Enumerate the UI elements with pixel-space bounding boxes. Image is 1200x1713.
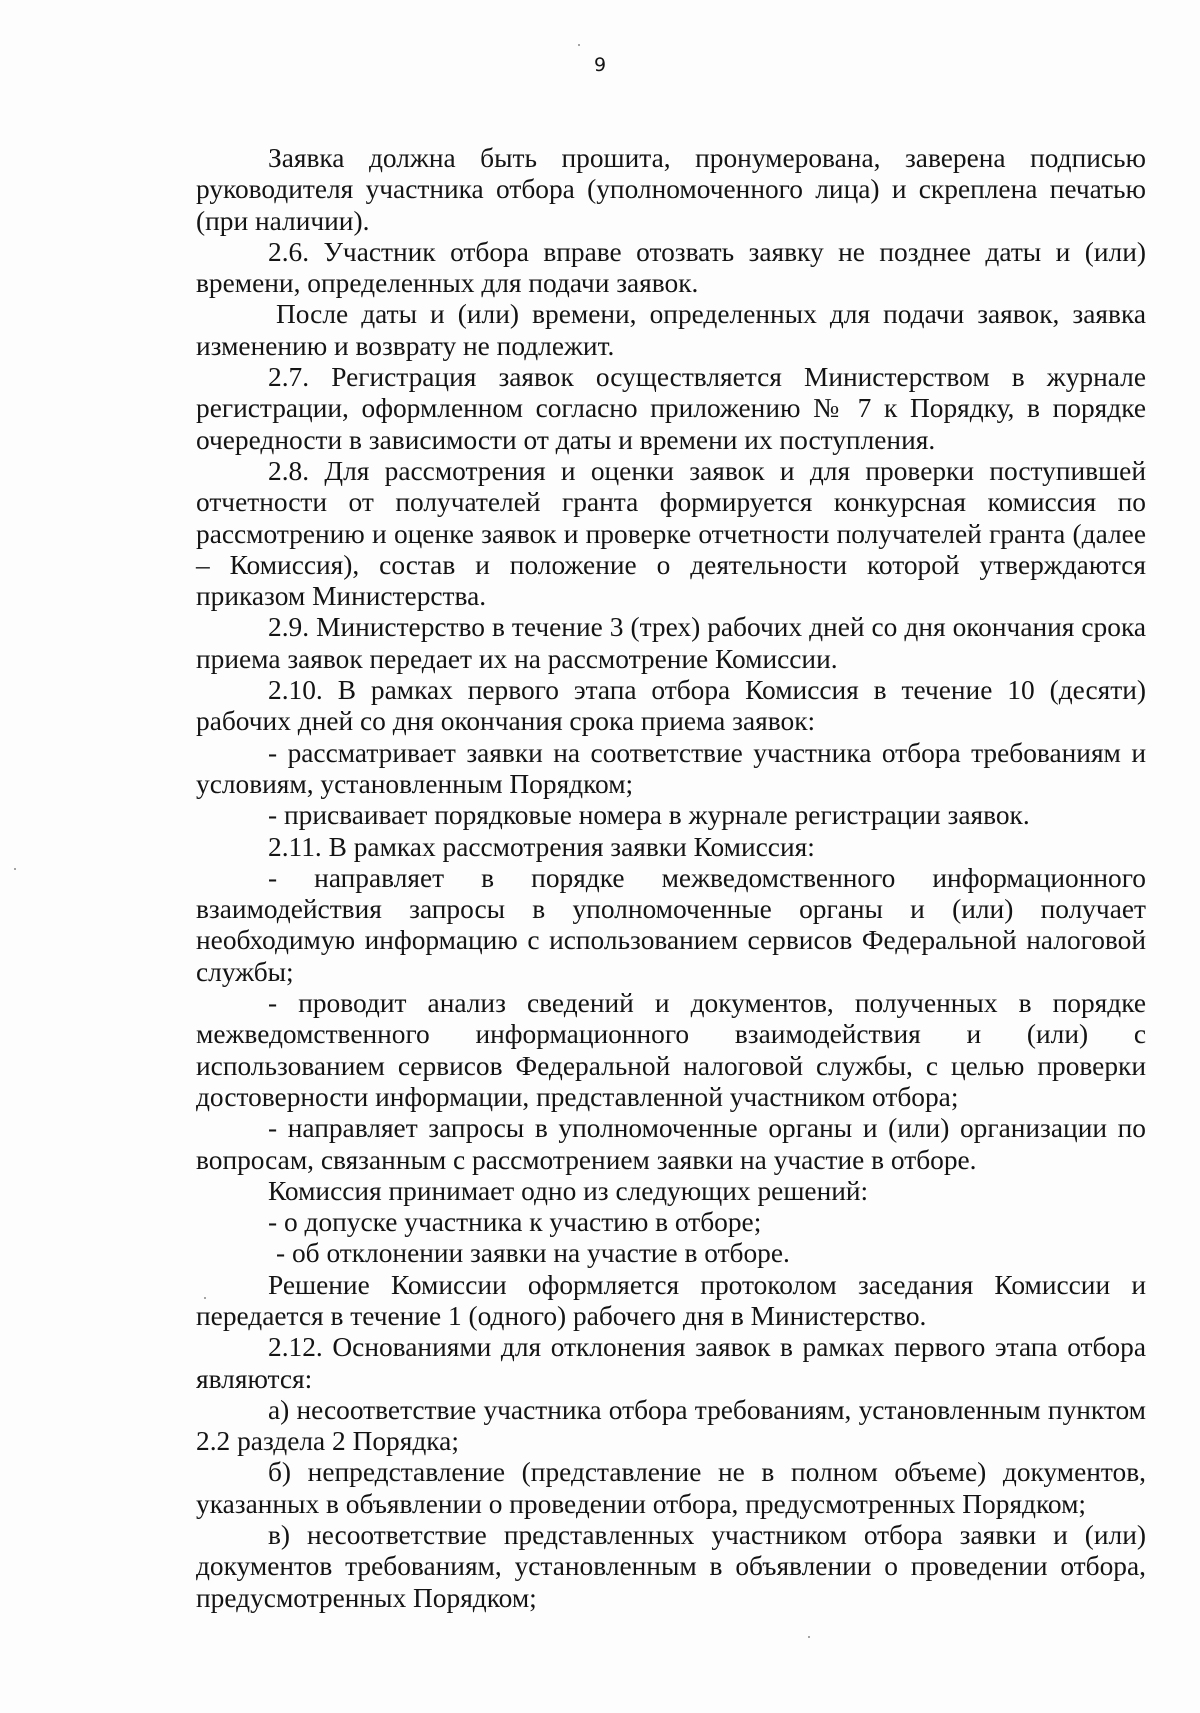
list-item-a: а) несоответствие участника отбора требованиям, установленным пунктом 2.2 раздела 2 Порядка; xyxy=(196,1394,1146,1457)
paragraph-2-6: 2.6. Участник отбора вправе отозвать заявку не позднее даты и (или) времени, определенных для подачи заявок. xyxy=(196,236,1146,299)
document-body xyxy=(196,143,1146,1614)
paragraph-2-12: 2.12. Основаниями для отклонения заявок в рамках первого этапа отбора являются: xyxy=(196,1332,1146,1394)
list-item-admission: - о допуске участника к участию в отборе; xyxy=(268,1207,762,1238)
paragraph-decision-protocol: Решение Комиссии оформляется протоколом заседания Комиссии и передается в течение 1 (одного) рабочего дня в Министерство. xyxy=(196,1269,1146,1331)
paragraph-2-7: 2.7. Регистрация заявок осуществляется Министерством в журнале регистрации, оформленном согласно приложению № 7 к Порядку, в порядке очередности в зависимости от даты и времени их поступления. xyxy=(196,362,1146,455)
scan-speck xyxy=(204,1297,206,1299)
paragraph-2-10: 2.10. В рамках первого этапа отбора Комиссия в течение 10 (десяти) рабочих дней со дня окончания срока приема заявок: xyxy=(196,675,1146,737)
paragraph-2-11: 2.11. В рамках рассмотрения заявки Комиссия: xyxy=(268,831,815,862)
list-item-sends-queries: - направляет запросы в уполномоченные органы и (или) организации по вопросам, связанным с рассмотрением заявки на участие в отборе. xyxy=(196,1113,1146,1175)
list-item-v: в) несоответствие представленных участником отбора заявки и (или) документов требованиям, установленным в объявлении о проведении отбора, предусмотренных Порядком; xyxy=(196,1520,1146,1613)
paragraph-commission-decisions: Комиссия принимает одно из следующих решений: xyxy=(268,1175,869,1206)
paragraph-after-deadline: После даты и (или) времени, определенных для подачи заявок, заявка изменению и возврату не подлежит. xyxy=(196,299,1146,361)
list-item-analyzes-documents: - проводит анализ сведений и документов, полученных в порядке межведомственного информационного взаимодействия и (или) с использованием сервисов Федеральной налоговой службы, с целью проверки достоверности информации, представленной участником отбора; xyxy=(196,988,1146,1112)
list-item-assigns-numbers: - присваивает порядковые номера в журнале регистрации заявок. xyxy=(268,800,1030,831)
list-item-sends-requests: - направляет в порядке межведомственного информационного взаимодействия запросы в уполномоченные органы и (или) получает необходимую информацию с использованием сервисов Федеральной налоговой службы; xyxy=(196,862,1146,987)
paragraph-2-9: 2.9. Министерство в течение 3 (трех) рабочих дней со дня окончания срока приема заявок передает их на рассмотрение Комиссии. xyxy=(196,612,1146,674)
scan-speck xyxy=(808,1636,810,1638)
list-item-b: б) непредставление (представление не в полном объеме) документов, указанных в объявлении о проведении отбора, предусмотренных Порядком; xyxy=(196,1457,1146,1519)
paragraph-2-8: 2.8. Для рассмотрения и оценки заявок и для проверки поступившей отчетности от получателей гранта формируется конкурсная комиссия по рассмотрению и оценке заявок и проверке отчетности получателей гранта (далее – Комиссия), состав и положение о деятельности которой утверждаются приказом Министерства. xyxy=(196,455,1146,612)
scan-speck xyxy=(578,44,580,46)
list-item-rejection: - об отклонении заявки на участие в отборе. xyxy=(276,1238,790,1269)
list-item-reviews-applications: - рассматривает заявки на соответствие участника отбора требованиям и условиям, установленным Порядком; xyxy=(196,737,1146,799)
page-number: 9 xyxy=(593,54,607,76)
scan-speck xyxy=(14,868,16,870)
paragraph-application-binding: Заявка должна быть прошита, пронумерована, заверена подписью руководителя участника отбора (уполномоченного лица) и скреплена печатью (при наличии). xyxy=(196,143,1146,236)
